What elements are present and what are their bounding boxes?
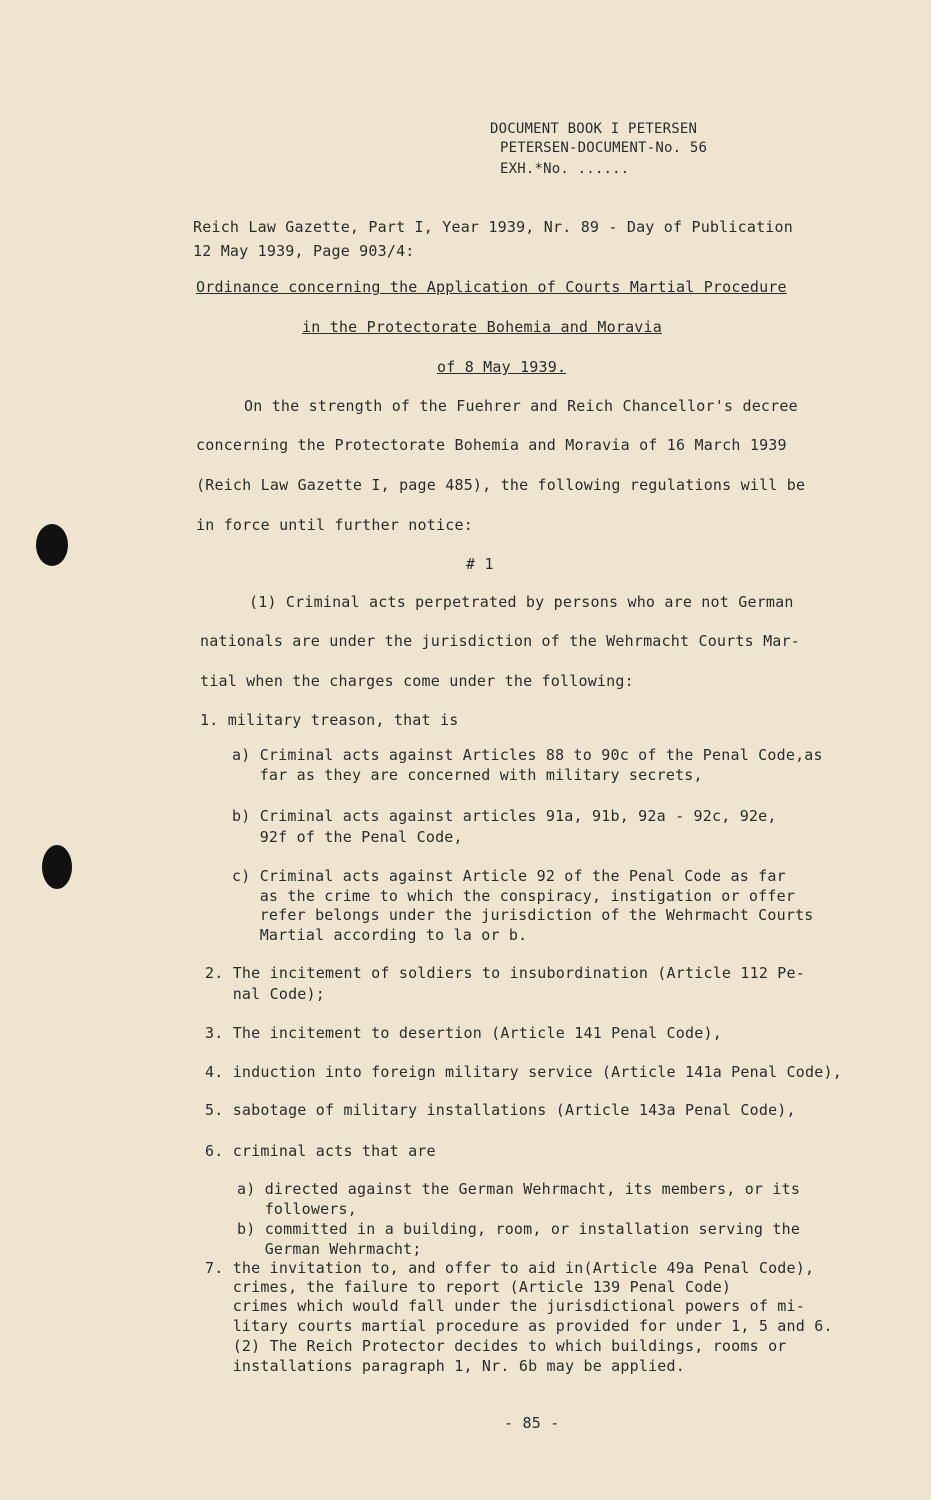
item-7-line-3: crimes which would fall under the jurisdictional powers of mi- [205, 1297, 805, 1315]
title-line-3: of 8 May 1939. [437, 358, 567, 376]
item-5: 5. sabotage of military installations (Article 143a Penal Code), [205, 1101, 796, 1119]
item-6a-line-1: a) directed against the German Wehrmacht, its members, or its [237, 1180, 801, 1198]
item-1c-line-2: as the crime to which the conspiracy, instigation or offer [232, 887, 796, 905]
item-2-line-1: 2. The incitement of soldiers to insubordination (Article 112 Pe- [205, 964, 805, 982]
item-1b-line-1: b) Criminal acts against articles 91a, 91b, 92a - 92c, 92e, [232, 807, 777, 825]
section-mark: # 1 [466, 555, 494, 573]
item-4: 4. induction into foreign military service (Article 141a Penal Code), [205, 1063, 842, 1081]
item-1: 1. military treason, that is [200, 711, 459, 729]
para1-line-3: tial when the charges come under the following: [200, 672, 634, 690]
title-line-2: in the Protectorate Bohemia and Moravia [302, 318, 662, 336]
preamble-line-3: (Reich Law Gazette I, page 485), the following regulations will be [196, 476, 806, 494]
preamble-line-2: concerning the Protectorate Bohemia and Moravia of 16 March 1939 [196, 436, 787, 454]
item-7-line-2: crimes, the failure to report (Article 139 Penal Code) [205, 1278, 732, 1296]
item-1c-line-3: refer belongs under the jurisdiction of the Wehrmacht Courts [232, 906, 814, 924]
preamble-line-1: On the strength of the Fuehrer and Reich Chancellor's decree [244, 397, 798, 415]
punch-hole-bottom [42, 845, 72, 889]
item-6a-line-2: followers, [237, 1200, 357, 1218]
para1-line-2: nationals are under the jurisdiction of the Wehrmacht Courts Mar- [200, 632, 800, 650]
item-7-line-4: litary courts martial procedure as provided for under 1, 5 and 6. [205, 1317, 833, 1335]
title-line-1: Ordinance concerning the Application of Courts Martial Procedure [196, 278, 787, 296]
item-1a-line-1: a) Criminal acts against Articles 88 to 90c of the Penal Code,as [232, 746, 823, 764]
header-line-2: PETERSEN-DOCUMENT-No. 56 [500, 140, 708, 156]
item-3: 3. The incitement to desertion (Article 141 Penal Code), [205, 1024, 722, 1042]
page-number: - 85 - [504, 1414, 560, 1432]
item-1c-line-4: Martial according to la or b. [232, 926, 528, 944]
item-6b-line-1: b) committed in a building, room, or installation serving the [237, 1220, 801, 1238]
item-6: 6. criminal acts that are [205, 1142, 436, 1160]
item-1a-line-2: far as they are concerned with military secrets, [232, 766, 703, 784]
source-line-1: Reich Law Gazette, Part I, Year 1939, Nr. 89 - Day of Publication [193, 218, 793, 236]
header-line-3: EXH.*No. ...... [500, 161, 630, 177]
item-2-line-2: nal Code); [205, 985, 325, 1003]
item-1c-line-1: c) Criminal acts against Article 92 of the Penal Code as far [232, 867, 786, 885]
para1-line-1: (1) Criminal acts perpetrated by persons who are not German [249, 593, 794, 611]
punch-hole-top [36, 524, 68, 566]
item-7-line-1: 7. the invitation to, and offer to aid in(Article 49a Penal Code), [205, 1259, 815, 1277]
header-line-1: DOCUMENT BOOK I PETERSEN [490, 121, 698, 137]
item-7-line-6: installations paragraph 1, Nr. 6b may be applied. [205, 1357, 685, 1375]
item-6b-line-2: German Wehrmacht; [237, 1240, 422, 1258]
source-line-2: 12 May 1939, Page 903/4: [193, 242, 415, 260]
preamble-line-4: in force until further notice: [196, 516, 473, 534]
item-7-line-5: (2) The Reich Protector decides to which buildings, rooms or [205, 1337, 787, 1355]
item-1b-line-2: 92f of the Penal Code, [232, 828, 463, 846]
